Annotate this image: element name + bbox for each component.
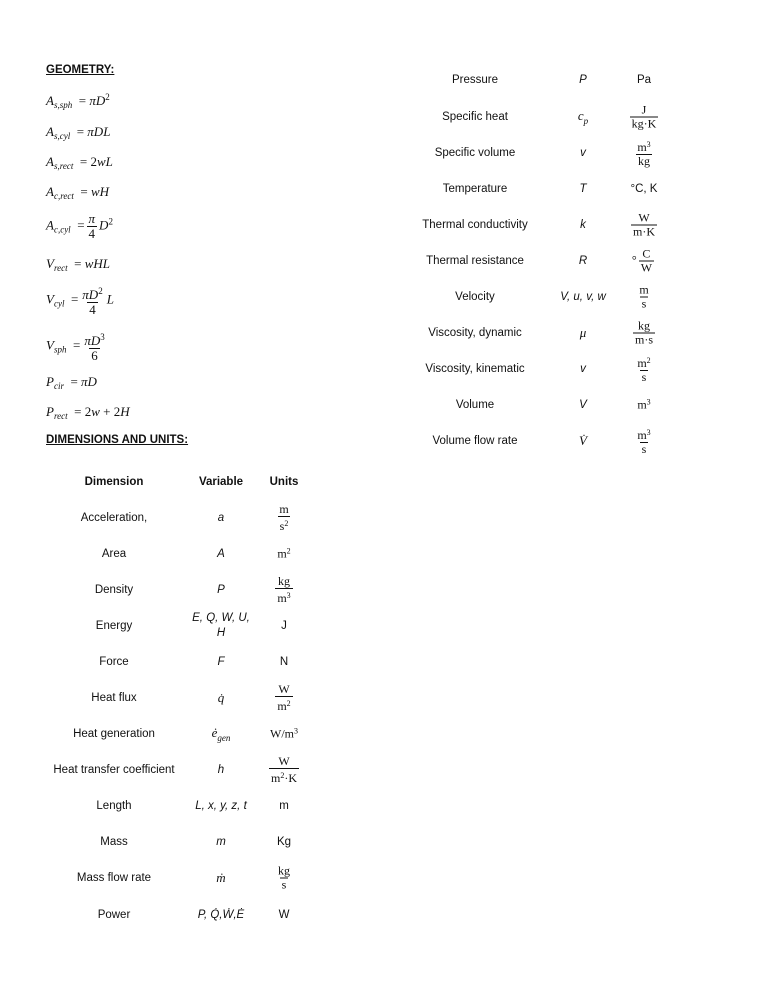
unit-value: J [281,620,287,632]
unit-value: $\frac{m^2}{s}$ [637,356,651,384]
equation-surface-area-cylinder: $A_{s,cyl} = \pi DL$ [46,124,111,141]
unit-value: $\frac{m^3}{s}$ [637,428,651,456]
variable-symbol: h [217,764,225,776]
geometry-heading: GEOMETRY: [46,64,115,76]
variable-symbol: $c_p$ [577,108,589,126]
dimension-label: Viscosity, dynamic [428,327,522,339]
dimension-label: Area [101,548,127,560]
unit-value: $\frac{kg}{m^3}$ [277,574,291,605]
unit-value: $\frac{J}{kg\cdot K}$ [631,102,657,131]
dimension-label: Volume flow rate [432,435,518,447]
dimension-label: Viscosity, kinematic [425,363,525,375]
dimension-label: Length [96,800,132,812]
column-header-units: Units [269,476,299,488]
variable-symbol: E, Q, W, U, H [192,612,250,639]
dimension-label: Heat transfer coefficient [53,764,175,776]
equation-surface-area-rectangle: $A_{s,rect} = 2wL$ [46,154,113,171]
dimension-label: Mass flow rate [76,872,152,884]
equation-perimeter-circle: $P_{cir} = \pi D$ [46,374,97,391]
dimension-label: Volume [455,399,495,411]
dimension-label: Pressure [451,74,499,86]
dimension-label: Thermal resistance [426,255,524,267]
variable-symbol: m [216,836,226,848]
variable-symbol: $ė_{gen}$ [211,725,231,743]
unit-value: $\frac{kg}{s}$ [278,863,290,892]
variable-symbol: a [217,512,225,524]
column-header-variable: Variable [198,476,244,488]
unit-value: m [279,800,289,812]
variable-symbol: V, u, v, w [560,291,606,303]
unit-value: $\frac{W}{m\cdot K}$ [633,210,655,239]
column-header-dimension: Dimension [84,476,144,488]
variable-symbol: μ [579,325,587,340]
dimension-label: Acceleration, [80,512,148,524]
dimension-label: Power [97,909,131,921]
dimension-label: Density [94,584,134,596]
variable-symbol: A [217,548,225,560]
variable-symbol: L, x, y, z, t [195,800,247,812]
dimension-label: Specific heat [442,111,508,123]
dimension-label: Mass [100,836,128,848]
variable-symbol: F [217,656,225,668]
unit-value: $\frac{W}{m^2\cdot K}$ [270,754,297,785]
variable-symbol: V [579,399,587,411]
unit-value: $\frac{m}{s}$ [639,282,649,311]
unit-value: N [279,656,289,668]
dimension-label: Velocity [455,291,495,303]
dimension-label: Heat generation [73,728,155,740]
variable-symbol: P, Q̇,Ẇ,Ė [197,909,245,921]
dimension-label: Force [99,656,129,668]
equation-volume-rectangle: $V_{rect}$ = wHL [46,256,111,273]
equation-volume-sphere: $V_{sph}$ = $\frac{\pi D^3}{6}$ [46,332,105,363]
dimension-label: Specific volume [434,147,516,159]
variable-symbol: P [217,584,225,596]
dimension-label: Heat flux [91,692,137,704]
unit-value: $m^3$ [637,397,651,412]
equation-cross-area-rectangle: $A_{c,rect}$ = wH [46,184,110,201]
unit-value: $\frac{m}{s^2}$ [279,502,289,533]
dimension-label: Temperature [442,183,508,195]
unit-value: $m^2$ [277,546,291,561]
variable-symbol: V̇ [579,433,587,448]
variable-symbol: ṁ [216,870,226,885]
unit-value: W [278,909,290,921]
unit-value: ° $\frac{C}{W}$ [631,246,653,275]
variable-symbol: P [579,74,587,86]
variable-symbol: R [578,255,588,267]
variable-symbol: v [580,363,586,375]
unit-value: Kg [276,836,292,848]
equation-volume-cylinder: $V_{cyl}$ = $\frac{\pi D^2}{4}$ L [46,286,114,317]
equation-surface-area-sphere: $A_{s,sph} = \pi D^2$ [46,92,110,110]
dimension-label: Energy [95,620,133,632]
variable-symbol: k [580,219,586,231]
unit-value: °C, K [630,183,658,195]
unit-value: $\frac{kg}{m\cdot s}$ [635,318,653,347]
equation-perimeter-rectangle: $P_{rect} = 2w + 2H$ [46,404,130,421]
unit-value: $W/m^3$ [270,726,298,741]
equation-cross-area-cylinder: $A_{c,cyl}$ = $\frac{\pi}{4}$ $D^2$ [46,211,113,241]
variable-symbol: v [580,147,586,159]
dimensions-units-heading: DIMENSIONS AND UNITS: [46,434,189,446]
variable-symbol: q̇ [217,690,225,705]
variable-symbol: T [579,183,587,195]
unit-value: $\frac{m^3}{kg}$ [637,140,651,168]
unit-value: Pa [636,74,652,86]
dimension-label: Thermal conductivity [422,219,528,231]
unit-value: $\frac{W}{m^2}$ [277,682,291,713]
